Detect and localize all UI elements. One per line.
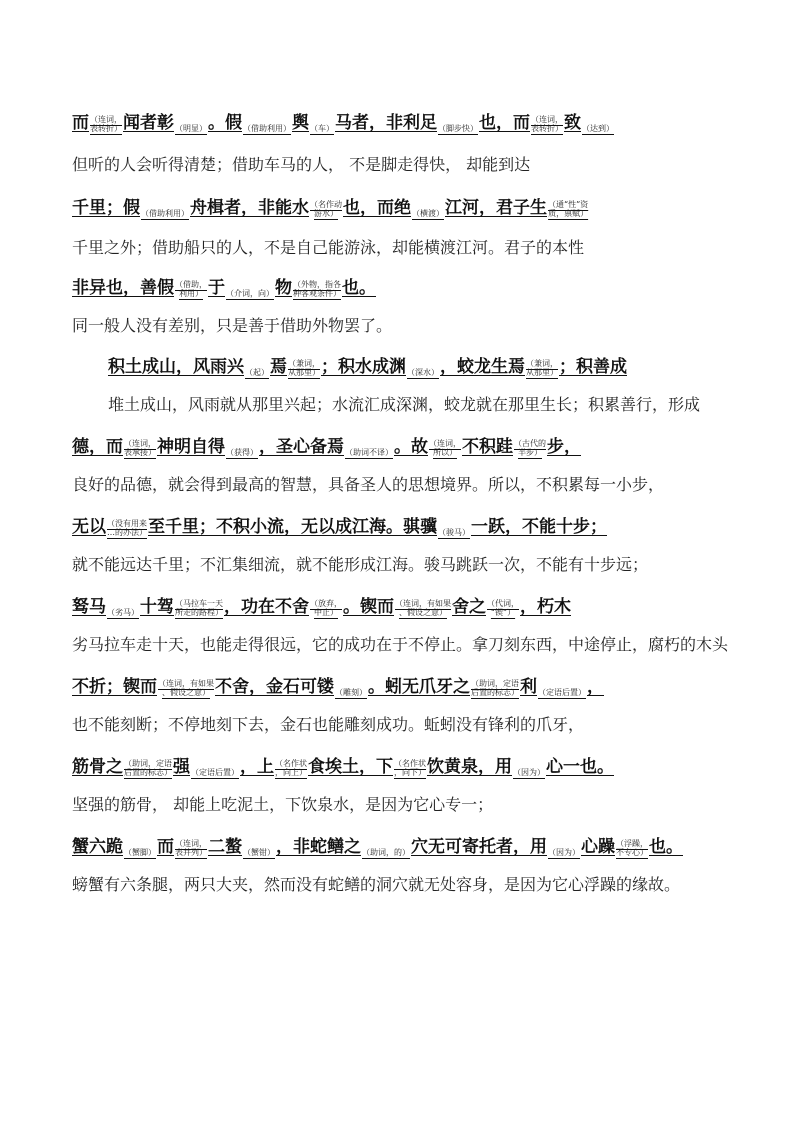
annotation-note: （明显） <box>175 124 207 133</box>
original-text: 而 <box>72 113 89 133</box>
original-text: ，蛟龙生焉 <box>440 357 525 377</box>
annotation-note: （连词， 所以） <box>429 439 461 457</box>
annotation-note: （深水） <box>407 368 439 377</box>
annotation-note: （定语后置） <box>191 768 239 777</box>
original-text: 江河，君子生 <box>445 198 547 218</box>
original-text-line <box>72 273 376 298</box>
original-text: 舍之 <box>452 597 486 617</box>
annotation-note: （起） <box>245 368 269 377</box>
original-text: 于 <box>208 278 225 298</box>
original-text: 心一也。 <box>546 757 614 777</box>
original-text: 十驾 <box>140 597 174 617</box>
original-text: 千里；假 <box>72 198 140 218</box>
original-text: 神明自得 <box>157 437 225 457</box>
annotation-note: （借助利用） <box>243 124 291 133</box>
original-text: 舟楫者，非能水 <box>190 198 309 218</box>
annotation-note: （脚步快） <box>438 124 478 133</box>
original-text: 穴无可寄托者，用 <box>411 837 547 857</box>
annotation-note: （达到） <box>582 124 614 133</box>
annotation-note: （古代的 半步） <box>514 439 546 457</box>
annotation-note: （通“性”资 质，禀赋） <box>548 200 589 218</box>
translation-line: 同一般人没有差别，只是善于借助外物罢了。 <box>72 316 393 335</box>
original-text: 闻者彰 <box>123 113 174 133</box>
original-text: 马者，非利足 <box>335 113 437 133</box>
original-text: 步， <box>547 437 581 457</box>
translation-line: 但听的人会听得清楚；借助车马的人， 不是脚走得快， 却能到达 <box>72 155 531 174</box>
translation-line: 良好的品德，就会得到最高的智慧，具备圣人的思想境界。所以，不积累每一小步， <box>72 475 665 494</box>
original-text: 不积跬 <box>462 437 513 457</box>
original-text: ，朽木 <box>520 597 571 617</box>
annotation-note: （因为） <box>548 848 580 857</box>
annotation-note: （横渡） <box>412 209 444 218</box>
annotation-note: （雕刻） <box>335 688 367 697</box>
original-text-line <box>72 832 683 857</box>
annotation-note: （连词，有如果 、假设之意） <box>395 599 451 617</box>
translation-line: 螃蟹有六条腿，两只大夹，然而没有蛇鳝的洞穴就无处容身，是因为它心浮躁的缘故。 <box>72 875 681 894</box>
original-text-line <box>72 108 615 133</box>
original-text: 。锲而 <box>343 597 394 617</box>
original-text-line <box>72 193 589 218</box>
original-text: 。假 <box>208 113 242 133</box>
annotation-note: （没有用来 …的办法） <box>107 519 147 537</box>
original-text: ，上 <box>240 757 274 777</box>
annotation-note: （定语后置） <box>538 688 586 697</box>
annotation-note: （代词， “锲”） <box>487 599 519 617</box>
annotation-note: （助词，定语 后置的标志） <box>471 679 519 697</box>
original-text: 非异也，善假 <box>72 278 174 298</box>
annotation-note: （获得） <box>226 448 258 457</box>
original-text-line <box>72 672 604 697</box>
translation-line: 劣马拉车走十天，也能走得很远，它的成功在于不停止。拿刀刻东西，中途停止，腐朽的木头 <box>72 635 729 654</box>
annotation-note: （借助利用） <box>141 209 189 218</box>
annotation-note: （浮躁， 不专心） <box>616 839 648 857</box>
translation-line: 堆土成山，风雨就从那里兴起；水流汇成深渊，蛟龙就在那里生长；积累善行，形成 <box>108 395 701 414</box>
original-text: 筋骨之 <box>72 757 123 777</box>
original-text-line <box>72 592 571 617</box>
original-text: ；积善成 <box>559 357 627 377</box>
original-text: 蟹六跪 <box>72 837 123 857</box>
original-text: 不舍，金石可镂 <box>215 677 334 697</box>
annotation-note: （骏马） <box>438 528 470 537</box>
original-text: ，功在不舍 <box>224 597 309 617</box>
original-text: ， <box>587 677 604 697</box>
annotation-note: （助词不译） <box>345 448 393 457</box>
annotation-note: （连词， 表并列） <box>175 839 207 857</box>
annotation-note: （蟹钳） <box>243 848 275 857</box>
original-text: 不折；锲而 <box>72 677 157 697</box>
annotation-note: （兼词， 从那里） <box>526 359 558 377</box>
original-text: 也。 <box>342 278 376 298</box>
annotation-note: （连词， 表承接） <box>124 439 156 457</box>
original-text: 也。 <box>649 837 683 857</box>
original-text: 。蚓无爪牙之 <box>368 677 470 697</box>
annotation-note: （介词，向） <box>226 289 274 298</box>
original-text: 德，而 <box>72 437 123 457</box>
original-text: ；积水成渊 <box>321 357 406 377</box>
original-text: ，圣心备焉 <box>259 437 344 457</box>
original-text: 食埃土，下 <box>308 757 393 777</box>
original-text: 。故 <box>394 437 428 457</box>
original-text: 强 <box>173 757 190 777</box>
original-text-line <box>72 432 581 457</box>
annotation-note: （马拉车一天 所走的路程） <box>175 599 223 617</box>
original-text: 至千里；不积小流，无以成江海。骐骥 <box>148 517 437 537</box>
annotation-note: （连词，有如果 、假设之意） <box>158 679 214 697</box>
annotation-note: （借助， 利用） <box>175 280 207 298</box>
translation-line: 就不能远达千里；不汇集细流，就不能形成江海。骏马跳跃一次，不能有十步远； <box>72 555 649 574</box>
annotation-note: （外物，指各 种客观条件） <box>293 280 341 298</box>
original-text: 致 <box>564 113 581 133</box>
original-text: 而 <box>157 837 174 857</box>
original-text: 利 <box>520 677 537 697</box>
original-text: 二螯 <box>208 837 242 857</box>
translation-line: 也不能刻断；不停地刻下去，金石也能雕刻成功。蚯蚓没有锋利的爪牙， <box>72 715 585 734</box>
annotation-note: （连词， 表转折） <box>531 115 563 133</box>
annotation-note: （助词，的） <box>362 848 410 857</box>
original-text-line <box>72 512 607 537</box>
annotation-note: （劣马） <box>107 608 139 617</box>
original-text: ，非蛇鳝之 <box>276 837 361 857</box>
translation-line: 坚强的筋骨， 却能上吃泥土，下饮泉水，是因为它心专一； <box>72 795 494 814</box>
original-text: 物 <box>275 278 292 298</box>
original-text: 积土成山，风雨兴 <box>108 357 244 377</box>
annotation-note: （连词， 表转折） <box>90 115 122 133</box>
annotation-note: （助词，定语 后置的标志） <box>124 759 172 777</box>
annotation-note: （兼词， 从那里） <box>288 359 320 377</box>
translation-line: 千里之外；借助船只的人，不是自己能游泳，却能横渡江河。君子的本性 <box>72 238 585 257</box>
annotation-note: （名作动 游水） <box>310 200 342 218</box>
annotation-note: （蟹脚） <box>124 848 156 857</box>
original-text: 饮黄泉，用 <box>427 757 512 777</box>
original-text: 一跃，不能十步； <box>471 517 607 537</box>
original-text: 驽马 <box>72 597 106 617</box>
annotation-note: （放弃， 中止） <box>310 599 342 617</box>
annotation-note: （名作状 ，向下） <box>394 759 426 777</box>
original-text: 无以 <box>72 517 106 537</box>
original-text-line <box>108 352 627 377</box>
original-text: 舆 <box>292 113 309 133</box>
original-text: 心躁 <box>581 837 615 857</box>
annotation-note: （名作状 ，向上） <box>275 759 307 777</box>
annotation-note: （车） <box>310 124 334 133</box>
original-text-line <box>72 752 614 777</box>
original-text: 也，而绝 <box>343 198 411 218</box>
original-text: 也，而 <box>479 113 530 133</box>
original-text: 焉 <box>270 357 287 377</box>
annotation-note: （因为） <box>513 768 545 777</box>
